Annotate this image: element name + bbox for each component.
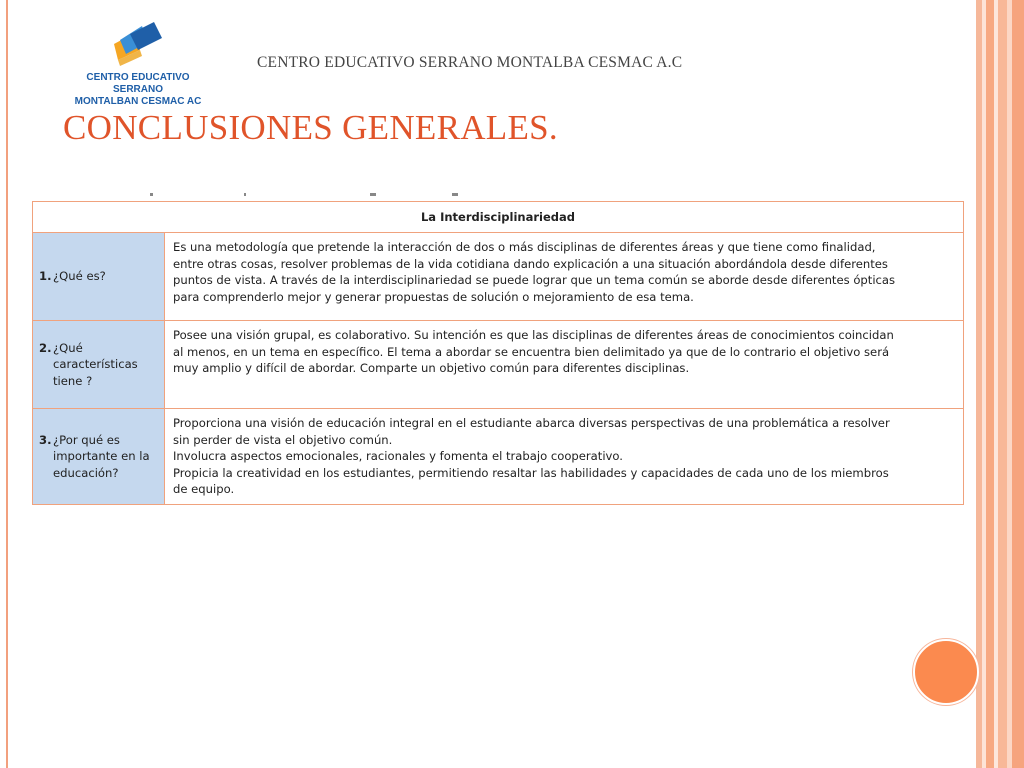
answer-line: Involucra aspectos emocionales, racionales y fomenta el trabajo cooperativo.	[173, 449, 623, 463]
answer-line: Posee una visión grupal, es colaborativo. Su intención es que las disciplinas de diferentes áreas de conocimientos coincidan	[173, 328, 894, 342]
table-row	[33, 321, 964, 409]
school-logo	[62, 20, 214, 107]
question-cell	[33, 233, 165, 321]
answer-cell	[165, 321, 964, 409]
answer-line: de equipo.	[173, 482, 235, 496]
question-cell	[33, 409, 165, 505]
answer-cell	[165, 409, 964, 505]
crop-artifact	[370, 193, 376, 196]
school-header: CENTRO EDUCATIVO SERRANO MONTALBA CESMAC A.C	[257, 54, 683, 71]
question-text: ¿Por qué es importante en la educación?	[53, 432, 150, 480]
decorative-circle	[913, 639, 979, 705]
table-row	[33, 233, 964, 321]
answer-line: muy amplio y difícil de abordar. Comparte un objetivo común para diferentes disciplinas.	[173, 361, 690, 375]
answer-line: sin perder de vista el objetivo común.	[173, 432, 393, 447]
answer-line: Propicia la creatividad en los estudiantes, permitiendo resaltar las habilidades y capacidades de cada uno de los miembros	[173, 465, 889, 480]
crop-artifact	[452, 193, 458, 196]
slide-right-stripes	[976, 0, 1024, 768]
book-logo-icon	[110, 20, 166, 70]
crop-artifact	[244, 193, 246, 196]
slide-left-border	[6, 0, 8, 768]
logo-line-1: CENTRO EDUCATIVO SERRANO	[86, 72, 190, 95]
interdisciplinarity-table	[32, 201, 964, 505]
question-number: 2.	[39, 340, 52, 355]
page-title: CONCLUSIONES GENERALES.	[63, 108, 558, 147]
answer-line: Es una metodología que pretende la interacción de dos o más disciplinas de diferentes áreas y que tiene como finalidad,	[173, 240, 876, 254]
crop-artifact	[150, 193, 153, 196]
question-text: ¿Qué es?	[53, 269, 106, 284]
answer-line: al menos, en un tema en específico. El tema a abordar se encuentra bien delimitado ya que de lo contrario el objetivo será	[173, 344, 890, 359]
answer-line: puntos de vista. A través de la interdisciplinariedad se puede lograr que un tema común se aborde desde diferentes ópticas	[173, 273, 896, 287]
question-number: 1.	[39, 269, 52, 284]
answer-line: Proporciona una visión de educación integral en el estudiante abarca diversas perspectivas de una problemática a resolver	[173, 416, 890, 430]
table-heading: La Interdisciplinariedad	[33, 202, 964, 233]
table-row	[33, 409, 964, 505]
answer-line: para comprenderlo mejor y generar propuestas de solución o mejoramiento de esa tema.	[173, 289, 694, 304]
answer-cell	[165, 233, 964, 321]
question-text: ¿Qué características tiene ?	[53, 340, 138, 388]
question-cell	[33, 321, 165, 409]
answer-line: entre otras cosas, resolver problemas de la vida cotidiana dando explicación a una situación abordándola desde diferentes	[173, 256, 888, 271]
logo-line-2: MONTALBAN CESMAC AC	[74, 96, 202, 107]
question-number: 3.	[39, 432, 52, 447]
